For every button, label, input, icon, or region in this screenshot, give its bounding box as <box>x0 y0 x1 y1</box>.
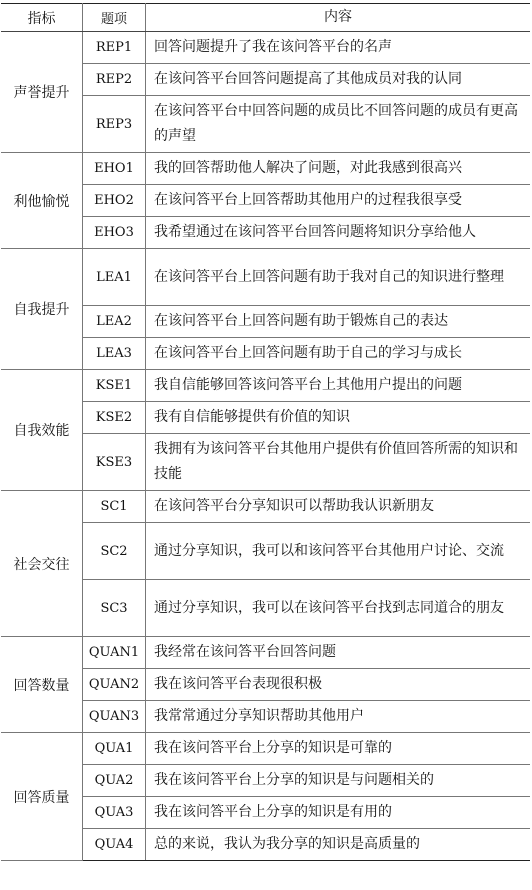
item-code-cell: LEA3 <box>83 338 146 370</box>
item-content-cell: 在该问答平台上回答问题有助于锻炼自己的表达 <box>146 306 531 338</box>
item-content-cell: 我在该问答平台上分享的知识是可靠的 <box>146 733 531 765</box>
item-content-cell: 我在该问答平台上分享的知识是有用的 <box>146 797 531 829</box>
item-content-cell: 在该问答平台分享知识可以帮助我认识新朋友 <box>146 491 531 523</box>
item-code-cell: SC1 <box>83 491 146 523</box>
item-content-cell: 我经常在该问答平台回答问题 <box>146 637 531 669</box>
indicator-cell: 自我提升 <box>1 249 83 370</box>
item-code-cell: EHO2 <box>83 185 146 217</box>
table-body <box>1 32 530 861</box>
item-code-cell: KSE1 <box>83 370 146 402</box>
item-content-cell: 我希望通过在该问答平台回答问题将知识分享给他人 <box>146 217 531 249</box>
item-content-cell: 我的回答帮助他人解决了问题，对此我感到很高兴 <box>146 153 531 185</box>
item-content-cell: 在该问答平台上回答问题有助于我对自己的知识进行整理 <box>146 249 531 306</box>
table-row <box>1 153 530 185</box>
item-code-cell: KSE3 <box>83 434 146 491</box>
item-code-cell: KSE2 <box>83 402 146 434</box>
item-content-cell: 我有自信能够提供有价值的知识 <box>146 402 531 434</box>
table-row <box>1 249 530 306</box>
item-code-cell: QUAN1 <box>83 637 146 669</box>
item-content-cell: 我拥有为该问答平台其他用户提供有价值回答所需的知识和技能 <box>146 434 531 491</box>
item-content-cell: 通过分享知识，我可以和该问答平台其他用户讨论、交流 <box>146 523 531 580</box>
header-item: 题项 <box>83 4 146 32</box>
item-code-cell: EHO1 <box>83 153 146 185</box>
item-code-cell: EHO3 <box>83 217 146 249</box>
item-code-cell: QUA3 <box>83 797 146 829</box>
indicator-cell: 回答数量 <box>1 637 83 733</box>
indicator-cell: 自我效能 <box>1 370 83 491</box>
item-code-cell: REP2 <box>83 64 146 96</box>
item-code-cell: SC3 <box>83 580 146 637</box>
indicator-cell: 回答质量 <box>1 733 83 861</box>
header-content: 内容 <box>146 4 531 32</box>
table-row <box>1 637 530 669</box>
indicator-cell: 社会交往 <box>1 491 83 637</box>
item-code-cell: LEA2 <box>83 306 146 338</box>
item-code-cell: QUA4 <box>83 829 146 861</box>
item-content-cell: 总的来说，我认为我分享的知识是高质量的 <box>146 829 531 861</box>
item-content-cell: 我常常通过分享知识帮助其他用户 <box>146 701 531 733</box>
item-code-cell: QUAN3 <box>83 701 146 733</box>
item-content-cell: 通过分享知识，我可以在该问答平台找到志同道合的朋友 <box>146 580 531 637</box>
item-content-cell: 我在该问答平台上分享的知识是与问题相关的 <box>146 765 531 797</box>
item-code-cell: QUAN2 <box>83 669 146 701</box>
item-code-cell: QUA2 <box>83 765 146 797</box>
header-indicator: 指标 <box>1 4 83 32</box>
scale-table <box>1 3 530 861</box>
item-content-cell: 在该问答平台中回答问题的成员比不回答问题的成员有更高的声望 <box>146 96 531 153</box>
item-code-cell: SC2 <box>83 523 146 580</box>
table-row <box>1 370 530 402</box>
item-content-cell: 在该问答平台上回答问题有助于自己的学习与成长 <box>146 338 531 370</box>
item-content-cell: 在该问答平台上回答帮助其他用户的过程我很享受 <box>146 185 531 217</box>
table-row <box>1 733 530 765</box>
item-content-cell: 在该问答平台回答问题提高了其他成员对我的认同 <box>146 64 531 96</box>
indicator-cell: 利他愉悦 <box>1 153 83 249</box>
indicator-cell: 声誉提升 <box>1 32 83 153</box>
item-content-cell: 回答问题提升了我在该问答平台的名声 <box>146 32 531 64</box>
item-code-cell: REP3 <box>83 96 146 153</box>
table-header-row <box>1 4 530 32</box>
item-code-cell: QUA1 <box>83 733 146 765</box>
item-code-cell: LEA1 <box>83 249 146 306</box>
item-code-cell: REP1 <box>83 32 146 64</box>
item-content-cell: 我自信能够回答该问答平台上其他用户提出的问题 <box>146 370 531 402</box>
table-row <box>1 32 530 64</box>
item-content-cell: 我在该问答平台表现很积极 <box>146 669 531 701</box>
table-row <box>1 491 530 523</box>
